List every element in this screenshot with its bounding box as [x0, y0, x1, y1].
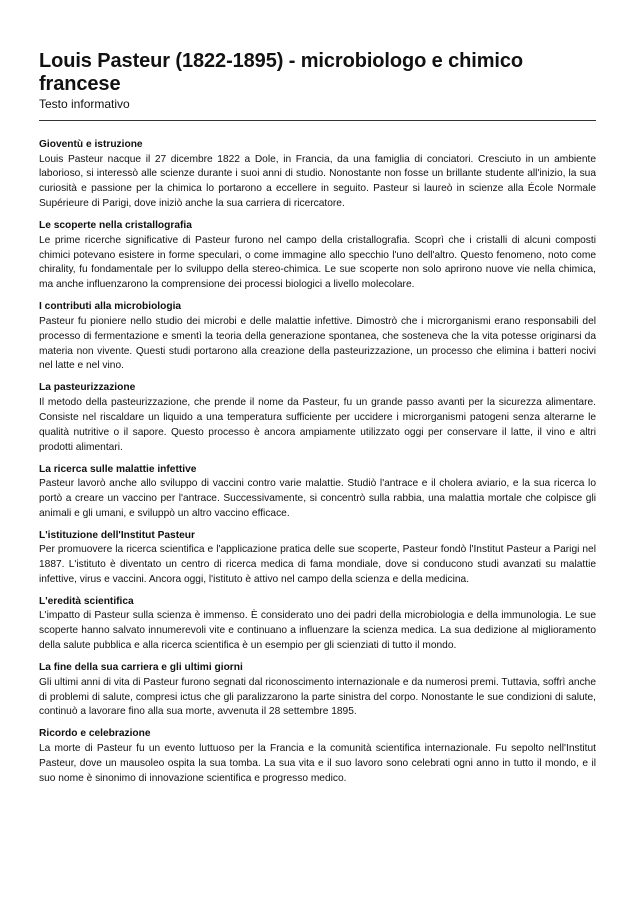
page-title: Louis Pasteur (1822-1895) - microbiologo e chimico francese	[39, 50, 524, 95]
section-body: Il metodo della pasteurizzazione, che prende il nome da Pasteur, fu un grande passo avanti per la sicurezza alimentare. Consiste nel riscaldare un liquido a una temperatura sufficiente per uccidere i microrganismi patogeni senza alterarne le qualità nutritive o il sapore. Questo processo è ancora ampiamente utilizzato oggi per conservare il latte, il vino e altri prodotti alimentari.	[39, 396, 596, 453]
section-heading: Ricordo e celebrazione	[39, 728, 151, 740]
section-body: Louis Pasteur nacque il 27 dicembre 1822 a Dole, in Francia, da una famiglia di conciatori. Cresciuto in un ambiente laborioso, si interessò alle scienze durante i suoi anni di studio. Nonostante non fosse un brillante studente all'inizio, la sua curiosità e passione per la chimica lo portarono a eccellere in seguito. Pasteur si laureò in scienze alla École Normale Supérieure di Parigi, dove iniziò anche la sua carriera di ricercatore.	[39, 153, 596, 210]
page-subtitle: Testo informativo	[39, 97, 130, 111]
section-crystallography	[39, 219, 596, 293]
section-microbiology	[39, 300, 596, 374]
section-heading: I contributi alla microbiologia	[39, 301, 182, 313]
section-body: Le prime ricerche significative di Pasteur furono nel campo della cristallografia. Scoprì che i cristalli di alcuni composti chimici potevano esistere in forme speculari, o come immagine allo specchio l'uno dell'altro. Questo fenomeno, noto come chirality, fu fondamentale per lo sviluppo della stereo-chimica. Le sue scoperte non solo aprirono nuove vie nella chimica, ma anche influenzarono la comprensione dei processi biologici a livello molecolare.	[39, 234, 596, 291]
section-heading: Gioventù e istruzione	[39, 139, 143, 150]
section-heading: La pasteurizzazione	[39, 382, 136, 394]
section-heading: L'eredità scientifica	[39, 595, 134, 607]
section-body: L'impatto di Pasteur sulla scienza è immenso. È considerato uno dei padri della microbiologia e della immunologia. Le sue scoperte hanno salvato innumerevoli vite e continuano a influenzare la scienza medica. La sua dedizione al miglioramento della salute pubblica e alla ricerca scientifica è un esempio per gli scienziati di tutto il mondo.	[39, 610, 596, 652]
section-remembrance	[39, 727, 596, 786]
section-body: Gli ultimi anni di vita di Pasteur furono segnati dal riconoscimento internazionale e da numerosi premi. Tuttavia, soffrì anche di problemi di salute, compresi ictus che gli paralizzarono la parte sinistra del corpo. Nonostante le sue condizioni di salute, continuò a lavorare fino alla sua morte, avvenuta il 28 settembre 1895.	[39, 676, 596, 718]
section-pasteurization	[39, 381, 596, 455]
section-youth-education	[39, 138, 596, 212]
section-body: La morte di Pasteur fu un evento luttuoso per la Francia e la comunità scientifica internazionale. Fu sepolto nell'Institut Pasteur, dove un mausoleo ospita la sua tomba. La sua vita e il suo lavoro sono celebrati ogni anno in tutto il mondo, e il suo nome è sinonimo di innovazione scientifica e progresso medico.	[39, 742, 596, 784]
section-body: Pasteur lavorò anche allo sviluppo di vaccini contro varie malattie. Studiò l'antrace e il cholera aviario, e la sua ricerca lo portò a creare un vaccino per l'antrace. Successivamente, si concentrò sulla rabbia, una malattia mortale che colpisce gli animali e gli umani, e sviluppò un altro vaccino efficace.	[39, 478, 596, 519]
section-body: Pasteur fu pioniere nello studio dei microbi e delle malattie infettive. Dimostrò che i microrganismi erano responsabili del processo di fermentazione e smentì la teoria della generazione spontanea, che sosteneva che la vita potesse originarsi da materia non vivente. Questi studi portarono alla creazione della pasteurizzazione, un processo che elimina i batteri nocivi nel latte e nel vino.	[39, 315, 596, 372]
section-body: Per promuovere la ricerca scientifica e l'applicazione pratica delle sue scoperte, Pasteur fondò l'Institut Pasteur a Parigi nel 1887. L'istituto è diventato un centro di ricerca medica di fama mondiale, dove si conducono studi avanzati su malattie infettive, virus e vaccini. Ancora oggi, l'istituto è attivo nel campo della scienza e della medicina.	[39, 544, 596, 586]
section-heading: La ricerca sulle malattie infettive	[39, 463, 197, 475]
section-heading: L'istituzione dell'Institut Pasteur	[39, 529, 195, 541]
sections-container	[39, 138, 596, 787]
title-divider	[39, 120, 596, 121]
section-institut-pasteur	[39, 529, 596, 588]
section-final-years	[39, 661, 596, 720]
section-infectious-diseases	[39, 463, 596, 522]
section-heading: La fine della sua carriera e gli ultimi giorni	[39, 662, 243, 674]
section-scientific-legacy	[39, 595, 596, 654]
section-heading: Le scoperte nella cristallografia	[39, 220, 192, 232]
